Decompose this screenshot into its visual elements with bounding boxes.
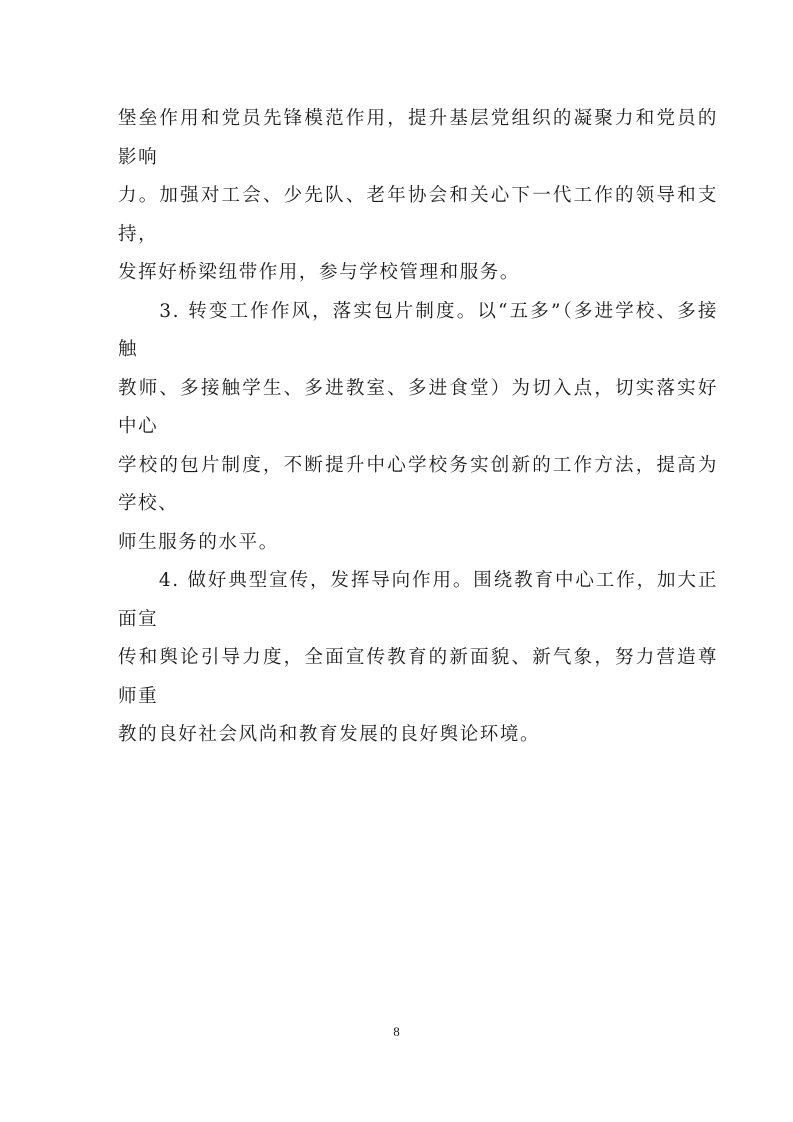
body-text xyxy=(118,100,718,755)
text-line: 4. 做好典型宣传，发挥导向作用。围绕教育中心工作，加大正面宣 xyxy=(118,570,718,630)
paragraph-continuation xyxy=(118,100,718,293)
text-line: 教师、多接触学生、多进教室、多进食堂）为切入点，切实落实好中心 xyxy=(118,377,718,437)
text-line: 发挥好桥梁纽带作用，参与学校管理和服务。 xyxy=(118,262,521,283)
paragraph-item-4 xyxy=(118,562,718,755)
text-line: 师生服务的水平。 xyxy=(118,531,279,553)
text-line: 力。加强对工会、少先队、老年协会和关心下一代工作的领导和支持， xyxy=(118,185,718,245)
text-line: 堡垒作用和党员先锋模范作用，提升基层党组织的凝聚力和党员的影响 xyxy=(118,108,718,168)
text-line: 3. 转变工作作风，落实包片制度。以“五多”（多进学校、多接触 xyxy=(118,300,718,360)
paragraph-item-3 xyxy=(118,293,718,563)
text-line: 传和舆论引导力度，全面宣传教育的新面貌、新气象，努力营造尊师重 xyxy=(118,647,718,707)
text-line: 学校的包片制度，不断提升中心学校务实创新的工作方法，提高为学校、 xyxy=(118,454,718,514)
text-line: 教的良好社会风尚和教育发展的良好舆论环境。 xyxy=(118,724,541,745)
page-number: 8 xyxy=(393,1024,400,1039)
